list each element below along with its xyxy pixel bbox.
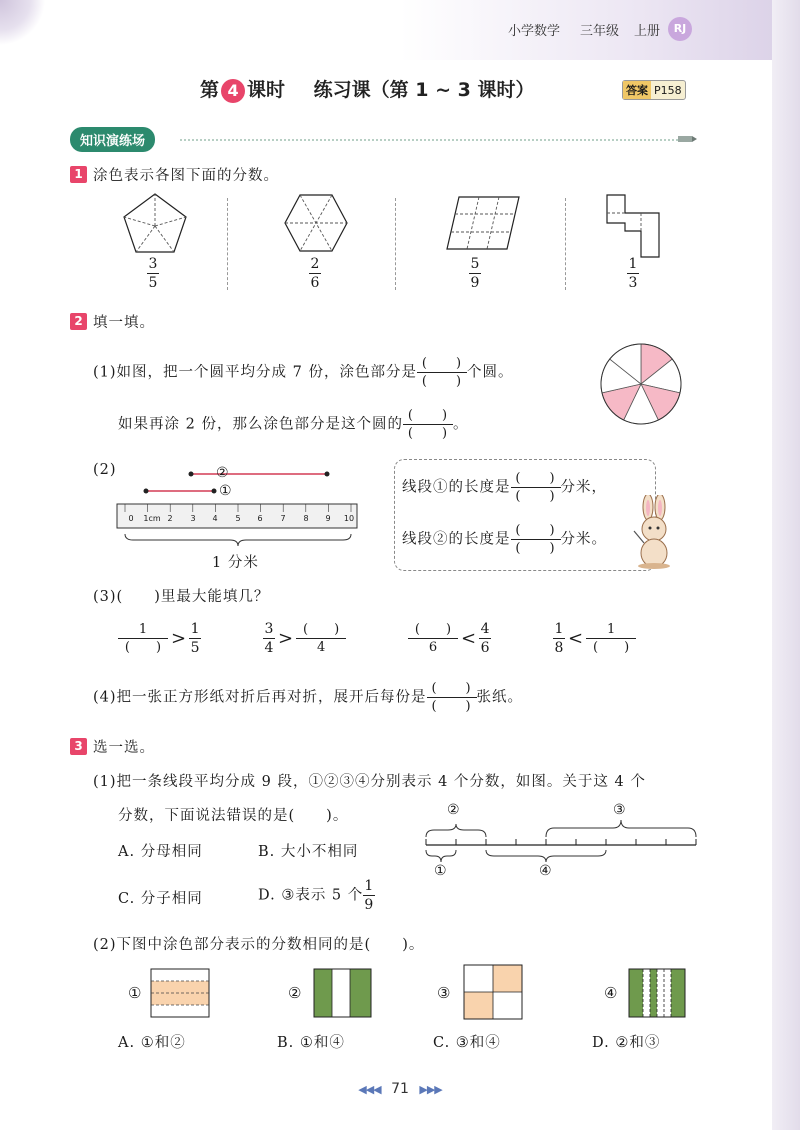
q1-frac3-num: 5	[470, 256, 480, 272]
title-suffix: 课时	[247, 79, 286, 101]
q2-p3-text: (3)( )里最大能填几？	[93, 589, 270, 605]
q1-frac4-num: 1	[628, 256, 638, 272]
q1-divider-1	[227, 198, 228, 290]
q2-p1-line-b	[118, 407, 468, 442]
header-subject: 小学数学	[508, 24, 561, 39]
square-shape-3	[463, 964, 525, 1022]
next-arrows-icon: ▶▶▶	[419, 1083, 442, 1096]
ruler-tick-9: 9	[325, 514, 331, 523]
q2-p4-answer[interactable]: $\frac{( )}{( )}$	[427, 680, 477, 715]
q2-p4-line	[93, 680, 523, 715]
lesson-number: 4	[221, 79, 245, 103]
q3-p1-line1: (1)把一条线段平均分成 9 段，①②③④分别表示 4 个分数，如图。关于这 4 个	[93, 774, 646, 790]
q2-p1-line-a	[93, 355, 513, 390]
prev-arrows-icon: ◀◀◀	[358, 1083, 381, 1096]
q1-frac1-den: 5	[148, 275, 158, 291]
page-number: 71	[391, 1081, 409, 1097]
q3-number: 3	[70, 738, 87, 755]
circle-7-parts-figure	[599, 342, 683, 426]
q1-frac2-den: 6	[310, 275, 320, 291]
q3-p2-text: (2)下图中涂色部分表示的分数相同的是( )。	[93, 937, 425, 953]
ruler-tick-0: 0	[128, 514, 134, 523]
diagram-label-3: ③	[613, 802, 626, 818]
shape-label-4: ④	[604, 984, 618, 1002]
section-label: 知识演练场	[70, 127, 155, 152]
choice-c[interactable]: C. ③和④	[433, 1035, 501, 1051]
ruler-tick-5: 5	[235, 514, 241, 523]
option-b[interactable]: B. 大小不相同	[258, 844, 359, 860]
q1-divider-2	[395, 198, 396, 290]
compare-item-1: $\frac{1}{( )}$ > $\frac{1}{5}$	[118, 620, 201, 657]
q2-p1b-end: 。	[452, 416, 469, 433]
q2-p1a-text: (1)如图，把一个圆平均分成 7 份，涂色部分是	[93, 364, 417, 381]
option-d-fraction: $\frac{1}{9}$	[364, 878, 375, 913]
line2-unit: 分米。	[560, 531, 607, 548]
answer-tag	[622, 80, 686, 100]
ruler-tick-6: 6	[257, 514, 263, 523]
square-shape-4	[628, 968, 688, 1020]
segment-1-length-line	[402, 470, 607, 505]
q1-frac2-num: 2	[310, 256, 320, 272]
compare-2-blank[interactable]: ( )	[303, 622, 340, 637]
edition-badge: RJ	[668, 17, 692, 41]
q1-text: 涂色表示各图下面的分数。	[93, 168, 279, 184]
header-volume: 上册	[634, 24, 661, 39]
square-shape-2	[313, 968, 373, 1020]
diagram-label-4: ④	[539, 863, 552, 879]
q1-fraction-1	[147, 255, 159, 292]
compare-item-2: $\frac{3}{4}$ > $\frac{( )}{4}$	[263, 620, 346, 657]
square-shape-1	[150, 968, 212, 1020]
ruler-tick-4: 4	[212, 514, 218, 523]
q2-text: 填一填。	[93, 315, 155, 331]
compare-item-4: $\frac{1}{8}$ < $\frac{1}{( )}$	[553, 620, 636, 657]
q1-frac3-den: 9	[470, 275, 480, 291]
diagram-label-1: ①	[434, 863, 447, 879]
lesson-title	[200, 75, 534, 103]
segment-1-answer[interactable]: $\frac{( )}{( )}$	[511, 470, 561, 505]
title-prefix: 第	[200, 79, 220, 101]
line1-text: 线段①的长度是	[402, 479, 511, 496]
answer-label: 答案	[623, 81, 651, 99]
option-c[interactable]: C. 分子相同	[118, 891, 203, 907]
q2-p2-label: (2)	[93, 462, 117, 478]
parallelogram-figure[interactable]	[445, 195, 521, 251]
ruler-tick-3: 3	[190, 514, 196, 523]
choice-b[interactable]: B. ①和④	[277, 1035, 345, 1051]
segment-2-length-line	[402, 522, 607, 557]
segment-1-label: ①	[219, 483, 232, 499]
ruler-tick-8: 8	[303, 514, 309, 523]
hexagon-figure[interactable]	[283, 193, 349, 253]
q3-text: 选一选。	[93, 740, 155, 756]
option-d-text: D. ③表示 5 个	[258, 887, 364, 904]
q1-fraction-3	[469, 255, 481, 292]
q1-frac4-den: 3	[628, 275, 638, 291]
corner-decoration	[0, 0, 60, 45]
ruler-caption: 1 分米	[212, 555, 259, 571]
q2-p1a-answer[interactable]: $\frac{( )}{( )}$	[417, 355, 467, 390]
q2-p1b-text: 如果再涂 2 份，那么涂色部分是这个圆的	[118, 416, 403, 433]
q1-divider-3	[565, 198, 566, 290]
q2-p1b-answer[interactable]: $\frac{( )}{( )}$	[403, 407, 453, 442]
ruler-tick-1: 1cm	[143, 514, 161, 523]
title-main: 练习课（第 1 ~ 3 课时）	[313, 79, 535, 101]
answer-page: P158	[654, 84, 682, 97]
option-a[interactable]: A. 分母相同	[118, 844, 203, 860]
ruler-tick-10: 10	[343, 514, 355, 523]
shape-label-2: ②	[288, 984, 302, 1002]
q2-p1a-end: 个圆。	[466, 364, 514, 381]
segment-2-label: ②	[216, 465, 229, 481]
l-shape-figure[interactable]	[605, 193, 661, 259]
q1-frac1-num: 3	[148, 256, 158, 272]
section-divider	[180, 139, 678, 141]
pentagon-figure[interactable]	[120, 190, 190, 256]
option-d[interactable]	[258, 877, 375, 914]
page-footer	[330, 1081, 470, 1097]
diagram-label-2: ②	[447, 802, 460, 818]
shape-label-1: ①	[128, 984, 142, 1002]
ruler-tick-7: 7	[280, 514, 286, 523]
compare-1-blank[interactable]: ( )	[124, 640, 162, 655]
compare-4-blank[interactable]: ( )	[593, 640, 630, 655]
segment-9-parts-diagram	[422, 800, 702, 870]
q3-p1-line2: 分数，下面说法错误的是( )。	[118, 808, 349, 824]
compare-item-3: $\frac{( )}{6}$ < $\frac{4}{6}$	[408, 620, 491, 657]
rabbit-mascot-icon	[628, 495, 682, 570]
pencil-icon	[676, 133, 698, 145]
line2-text: 线段②的长度是	[402, 531, 511, 548]
q1-fraction-4	[627, 255, 639, 292]
q1-number: 1	[70, 166, 87, 183]
ruler-tick-2: 2	[167, 514, 173, 523]
choice-a[interactable]: A. ①和②	[118, 1035, 186, 1051]
line1-unit: 分米，	[560, 479, 607, 496]
page-edge-strip	[772, 0, 800, 1130]
segment-2-answer[interactable]: $\frac{( )}{( )}$	[511, 522, 561, 557]
q2-p4-text: (4)把一张正方形纸对折后再对折，展开后每份是	[93, 689, 427, 706]
q2-p4-end: 张纸。	[476, 689, 524, 706]
choice-d[interactable]: D. ②和③	[592, 1035, 661, 1051]
q1-fraction-2	[309, 255, 321, 292]
compare-3-blank[interactable]: ( )	[414, 622, 452, 637]
header-grade: 三年级	[580, 24, 620, 39]
shape-label-3: ③	[437, 984, 451, 1002]
q2-number: 2	[70, 313, 87, 330]
